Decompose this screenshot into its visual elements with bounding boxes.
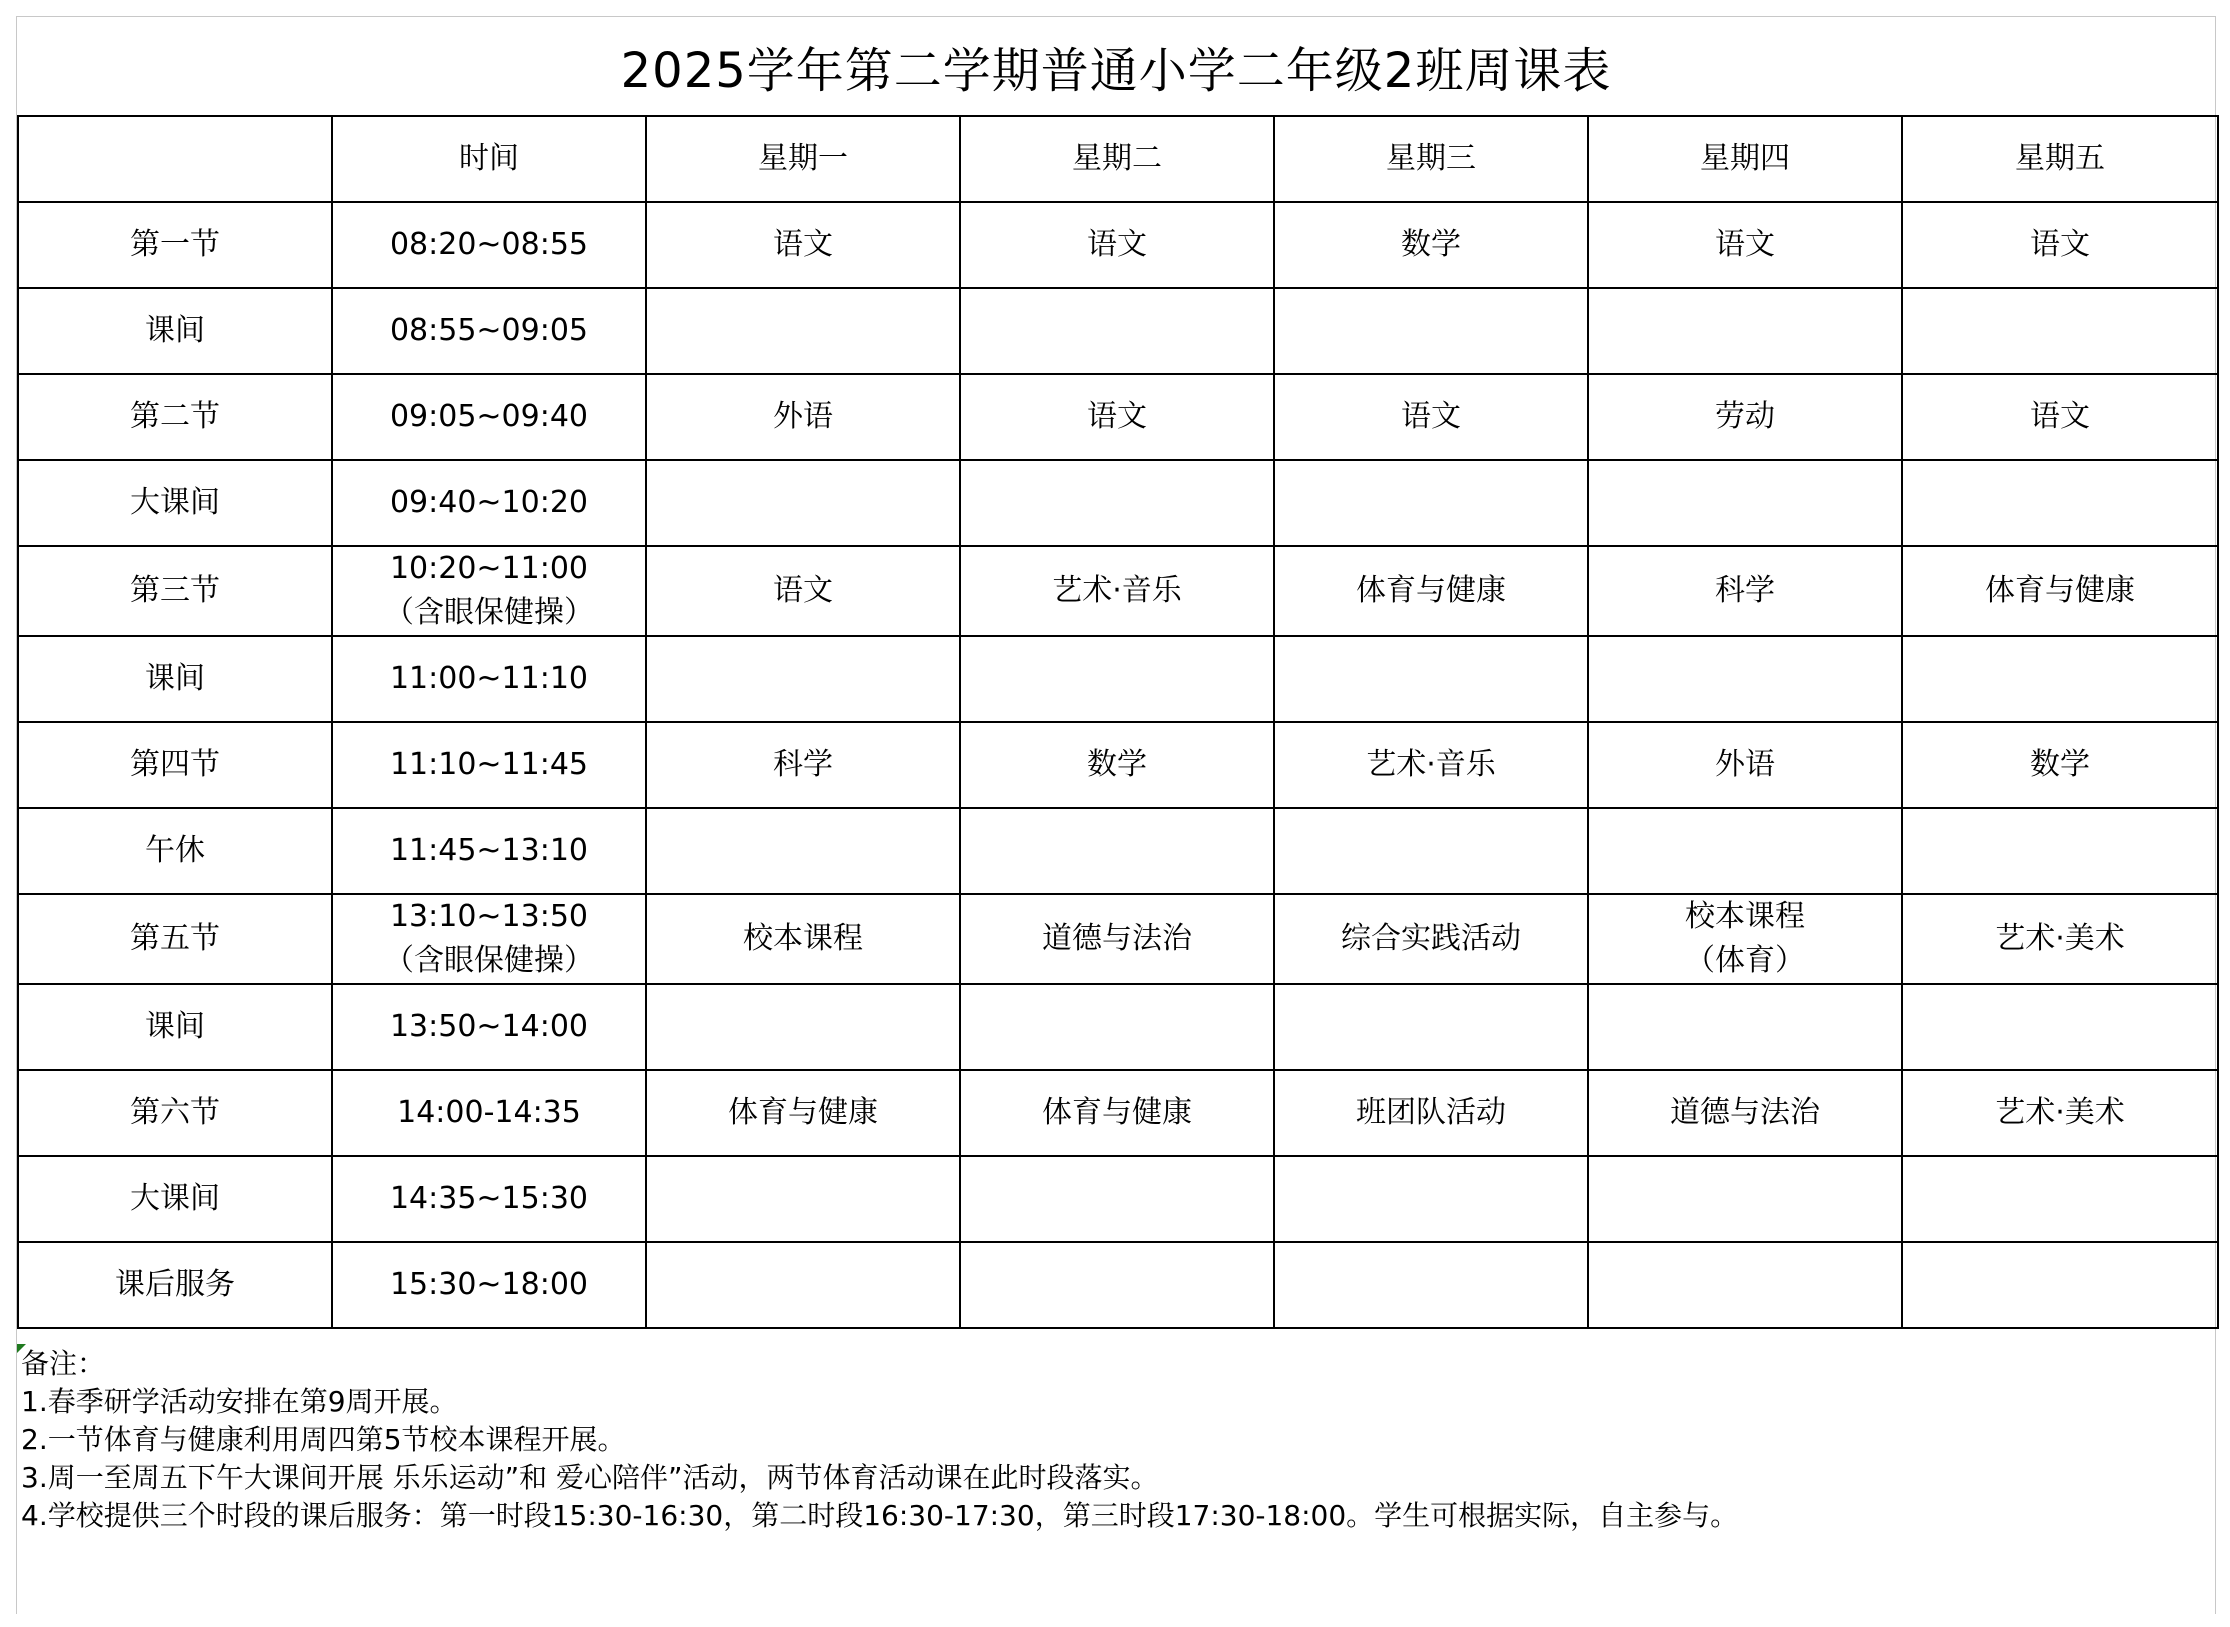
subject-cell-thu[interactable]: 外语 <box>1588 722 1902 808</box>
subject-cell-thu[interactable]: 语文 <box>1588 202 1902 288</box>
subject-cell-wed[interactable] <box>1274 460 1588 546</box>
subject-cell-mon[interactable]: 外语 <box>646 374 960 460</box>
subject-cell-mon[interactable] <box>646 1156 960 1242</box>
subject-cell-wed[interactable] <box>1274 636 1588 722</box>
subject-cell-tue[interactable] <box>960 636 1274 722</box>
subject-cell-mon[interactable]: 校本课程 <box>646 894 960 984</box>
time-cell[interactable]: 09:05~09:40 <box>332 374 646 460</box>
subject-cell-wed[interactable] <box>1274 1242 1588 1328</box>
subject-cell-wed[interactable] <box>1274 288 1588 374</box>
spreadsheet-sheet <box>16 16 2216 1614</box>
subject-cell-mon[interactable] <box>646 984 960 1070</box>
subject-cell-fri[interactable]: 艺术·美术 <box>1902 1070 2218 1156</box>
note-line-2: 2.一节体育与健康利用周四第5节校本课程开展。 <box>21 1423 626 1456</box>
subject-cell-fri[interactable] <box>1902 808 2218 894</box>
subject-cell-tue[interactable] <box>960 1242 1274 1328</box>
subject-cell-mon[interactable] <box>646 460 960 546</box>
subject-cell-mon[interactable]: 体育与健康 <box>646 1070 960 1156</box>
time-range: 13:10~13:50 <box>389 899 589 934</box>
subject-cell-mon[interactable] <box>646 808 960 894</box>
period-cell[interactable]: 第三节 <box>18 546 332 636</box>
subject-cell-fri[interactable] <box>1902 1242 2218 1328</box>
subject-cell-tue[interactable] <box>960 1156 1274 1242</box>
time-cell[interactable]: 09:40~10:20 <box>332 460 646 546</box>
header-day-fri[interactable]: 星期五 <box>1902 116 2218 202</box>
subject-cell-thu[interactable] <box>1588 636 1902 722</box>
timetable <box>17 115 2219 1329</box>
subject-cell-fri[interactable]: 艺术·美术 <box>1902 894 2218 984</box>
subject-cell-mon[interactable] <box>646 288 960 374</box>
subject-cell-tue[interactable] <box>960 984 1274 1070</box>
page-title: 2025学年第二学期普通小学二年级2班周课表 <box>620 42 1612 99</box>
header-time[interactable]: 时间 <box>332 116 646 202</box>
subject-cell-tue[interactable]: 体育与健康 <box>960 1070 1274 1156</box>
notes-block[interactable] <box>21 1345 2201 1535</box>
table-row <box>18 722 2218 808</box>
time-cell[interactable]: 14:00-14:35 <box>332 1070 646 1156</box>
subject-cell-mon[interactable]: 语文 <box>646 202 960 288</box>
notes-heading: 备注： <box>21 1347 106 1380</box>
table-row <box>18 1070 2218 1156</box>
subject-cell-tue[interactable]: 艺术·音乐 <box>960 546 1274 636</box>
subject-cell-thu[interactable]: 科学 <box>1588 546 1902 636</box>
subject-cell-mon[interactable]: 科学 <box>646 722 960 808</box>
subject-cell-tue[interactable]: 道德与法治 <box>960 894 1274 984</box>
time-cell[interactable]: 14:35~15:30 <box>332 1156 646 1242</box>
subject-cell-mon[interactable] <box>646 1242 960 1328</box>
subject-cell-fri[interactable]: 体育与健康 <box>1902 546 2218 636</box>
table-row <box>18 460 2218 546</box>
time-range: 10:20~11:00 <box>389 551 589 586</box>
subject-cell-wed[interactable] <box>1274 808 1588 894</box>
subject-cell-fri[interactable] <box>1902 636 2218 722</box>
time-cell[interactable]: 11:10~11:45 <box>332 722 646 808</box>
subject-cell-thu[interactable]: 道德与法治 <box>1588 1070 1902 1156</box>
table-row <box>18 984 2218 1070</box>
subject-cell-wed[interactable]: 语文 <box>1274 374 1588 460</box>
time-cell[interactable] <box>332 546 646 636</box>
table-row <box>18 808 2218 894</box>
table-row <box>18 546 2218 636</box>
subject-cell-wed[interactable]: 艺术·音乐 <box>1274 722 1588 808</box>
period-cell[interactable]: 第一节 <box>18 202 332 288</box>
period-cell[interactable]: 午休 <box>18 808 332 894</box>
period-cell[interactable]: 课后服务 <box>18 1242 332 1328</box>
subject-cell-fri[interactable] <box>1902 1156 2218 1242</box>
note-line-1: 1.春季研学活动安排在第9周开展。 <box>21 1385 458 1418</box>
note-line-3: 3.周一至周五下午大课间开展 乐乐运动”和 爱心陪伴”活动，两节体育活动课在此时段落实。 <box>21 1461 1159 1494</box>
table-row <box>18 636 2218 722</box>
period-cell[interactable]: 课间 <box>18 636 332 722</box>
time-cell[interactable]: 11:45~13:10 <box>332 808 646 894</box>
subject-cell-thu[interactable] <box>1588 984 1902 1070</box>
subject-cell-thu[interactable]: 劳动 <box>1588 374 1902 460</box>
subject-cell-fri[interactable]: 语文 <box>1902 374 2218 460</box>
table-row <box>18 374 2218 460</box>
subject-cell-thu[interactable] <box>1588 808 1902 894</box>
subject-cell-fri[interactable] <box>1902 984 2218 1070</box>
time-cell[interactable]: 08:20~08:55 <box>332 202 646 288</box>
subject-cell-tue[interactable]: 数学 <box>960 722 1274 808</box>
time-note: （含眼保健操） <box>384 943 594 978</box>
header-day-wed[interactable]: 星期三 <box>1274 116 1588 202</box>
table-row <box>18 1242 2218 1328</box>
subject-cell-wed[interactable] <box>1274 1156 1588 1242</box>
header-day-tue[interactable]: 星期二 <box>960 116 1274 202</box>
header-row <box>18 116 2218 202</box>
subject-cell-fri[interactable]: 语文 <box>1902 202 2218 288</box>
subject-cell-wed[interactable]: 综合实践活动 <box>1274 894 1588 984</box>
corner-cell[interactable] <box>18 116 332 202</box>
subject-cell-mon[interactable]: 语文 <box>646 546 960 636</box>
period-cell[interactable]: 大课间 <box>18 1156 332 1242</box>
time-cell[interactable]: 08:55~09:05 <box>332 288 646 374</box>
period-cell[interactable]: 课间 <box>18 288 332 374</box>
period-cell[interactable]: 大课间 <box>18 460 332 546</box>
table-row <box>18 202 2218 288</box>
header-day-thu[interactable]: 星期四 <box>1588 116 1902 202</box>
subject-cell-fri[interactable]: 数学 <box>1902 722 2218 808</box>
subject-cell-wed[interactable] <box>1274 984 1588 1070</box>
period-cell[interactable]: 第四节 <box>18 722 332 808</box>
period-cell[interactable]: 课间 <box>18 984 332 1070</box>
subject-cell-thu[interactable] <box>1588 460 1902 546</box>
subject-cell-tue[interactable]: 语文 <box>960 374 1274 460</box>
period-cell[interactable]: 第六节 <box>18 1070 332 1156</box>
time-cell[interactable]: 13:50~14:00 <box>332 984 646 1070</box>
time-cell[interactable]: 11:00~11:10 <box>332 636 646 722</box>
time-cell[interactable]: 15:30~18:00 <box>332 1242 646 1328</box>
subject-cell-tue[interactable] <box>960 460 1274 546</box>
header-day-mon[interactable]: 星期一 <box>646 116 960 202</box>
subject-cell-thu[interactable] <box>1588 288 1902 374</box>
table-row <box>18 1156 2218 1242</box>
subject-cell-tue[interactable]: 语文 <box>960 202 1274 288</box>
time-cell[interactable] <box>332 894 646 984</box>
table-row <box>18 288 2218 374</box>
subject-cell-fri[interactable] <box>1902 460 2218 546</box>
note-line-4: 4.学校提供三个时段的课后服务：第一时段15:30-16:30，第二时段16:30-17:30，第三时段17:30-18:00。学生可根据实际，自主参与。 <box>21 1499 1739 1532</box>
subject-cell-thu[interactable] <box>1588 1242 1902 1328</box>
subject-cell-wed[interactable]: 数学 <box>1274 202 1588 288</box>
subject-cell-fri[interactable] <box>1902 288 2218 374</box>
period-cell[interactable]: 第二节 <box>18 374 332 460</box>
subject-cell-mon[interactable] <box>646 636 960 722</box>
time-note: （含眼保健操） <box>384 595 594 630</box>
subject-cell-thu[interactable] <box>1588 894 1902 984</box>
period-cell[interactable]: 第五节 <box>18 894 332 984</box>
table-row <box>18 894 2218 984</box>
subject-cell-thu[interactable] <box>1588 1156 1902 1242</box>
subject-cell-tue[interactable] <box>960 288 1274 374</box>
subject-name: 校本课程 <box>1685 899 1805 934</box>
subject-note: （体育） <box>1685 943 1805 978</box>
subject-cell-tue[interactable] <box>960 808 1274 894</box>
subject-cell-wed[interactable]: 班团队活动 <box>1274 1070 1588 1156</box>
subject-cell-wed[interactable]: 体育与健康 <box>1274 546 1588 636</box>
